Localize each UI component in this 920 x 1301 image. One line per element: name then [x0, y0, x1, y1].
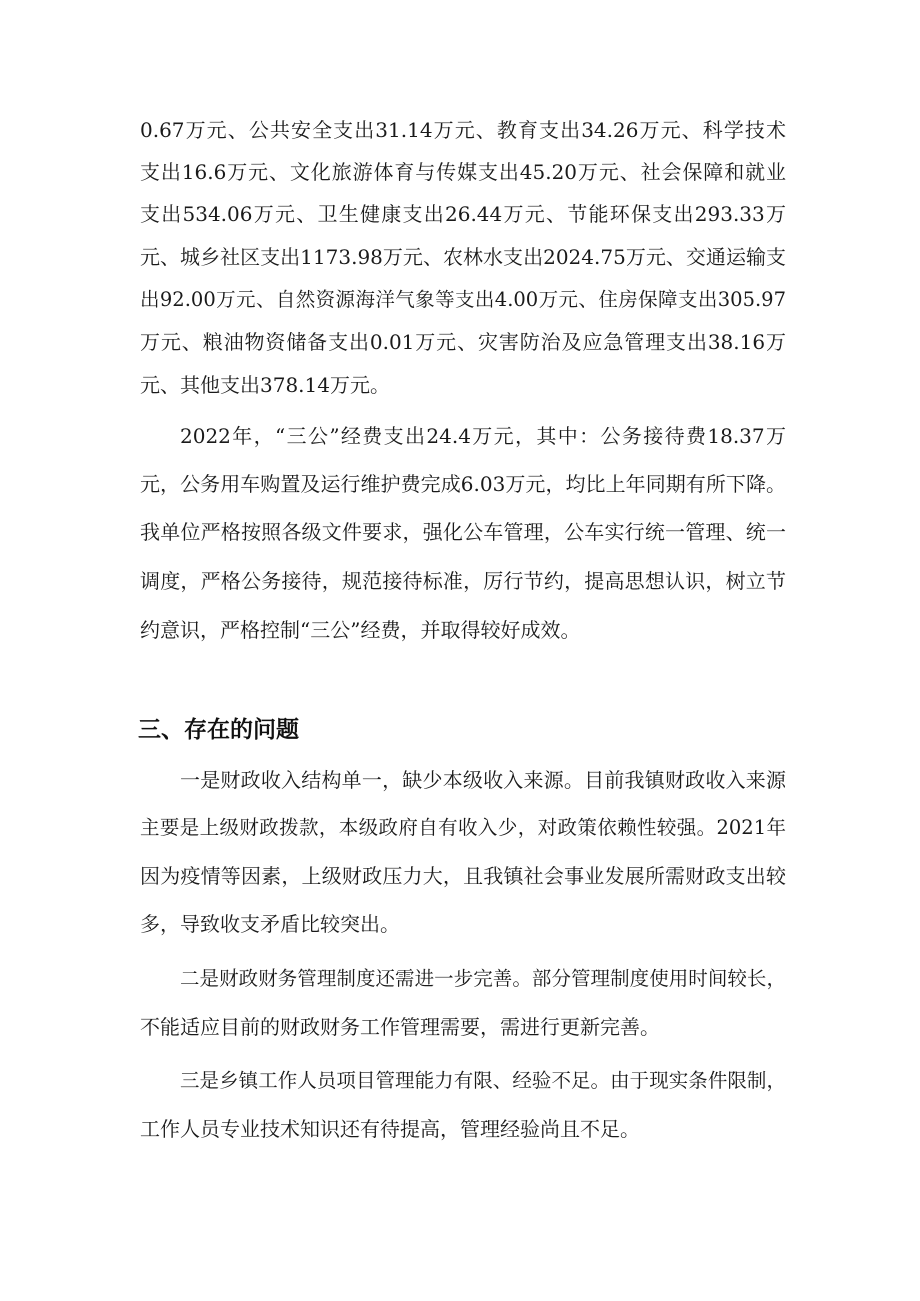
paragraph-line: 不能适应目前的财政财务工作管理需要，需进行更新完善。: [140, 1015, 660, 1039]
paragraph-line: 出92.00万元、自然资源海洋气象等支出4.00万元、住房保障支出305.97: [140, 288, 786, 311]
paragraph-line: 三是乡镇工作人员项目管理能力有限、经验不足。由于现实条件限制，: [180, 1069, 786, 1092]
paragraph-line: 二是财政财务管理制度还需进一步完善。部分管理制度使用时间较长，: [180, 967, 786, 990]
paragraph-line: 0.67万元、公共安全支出31.14万元、教育支出34.26万元、科学技术: [140, 118, 786, 142]
paragraph-line: 元、其他支出378.14万元。: [140, 373, 390, 397]
paragraph-line: 一是财政收入结构单一，缺少本级收入来源。目前我镇财政收入来源: [180, 768, 786, 792]
paragraph-line: 元、城乡社区支出1173.98万元、农林水支出2024.75万元、交通运输支: [140, 245, 786, 269]
paragraph-line: 2022年，“三公”经费支出24.4万元，其中：公务接待费18.37万: [180, 424, 786, 448]
paragraph-line: 元，公务用车购置及运行维护费完成6.03万元，均比上年同期有所下降。: [140, 472, 786, 496]
paragraph-line: 主要是上级财政拨款，本级政府自有收入少，对政策依赖性较强。2021年: [140, 816, 786, 839]
paragraph-line: 调度，严格公务接待，规范接待标准，厉行节约，提高思想认识，树立节: [140, 569, 786, 593]
paragraph-line: 工作人员专业技术知识还有待提高，管理经验尚且不足。: [140, 1117, 640, 1141]
paragraph-line: 我单位严格按照各级文件要求，强化公车管理，公车实行统一管理、统一: [140, 520, 786, 544]
paragraph-line: 支出534.06万元、卫生健康支出26.44万元、节能环保支出293.33万: [140, 202, 786, 226]
paragraph-line: 万元、粮油物资储备支出0.01万元、灾害防治及应急管理支出38.16万: [140, 330, 786, 354]
paragraph-line: 支出16.6万元、文化旅游体育与传媒支出45.20万元、社会保障和就业: [140, 160, 786, 184]
paragraph-line: 多，导致收支矛盾比较突出。: [140, 912, 400, 936]
paragraph-line: 约意识，严格控制“三公”经费，并取得较好成效。: [140, 618, 581, 642]
paragraph-line: 因为疫情等因素，上级财政压力大，且我镇社会事业发展所需财政支出较: [140, 864, 786, 888]
section-heading: 三、存在的问题: [138, 717, 299, 743]
